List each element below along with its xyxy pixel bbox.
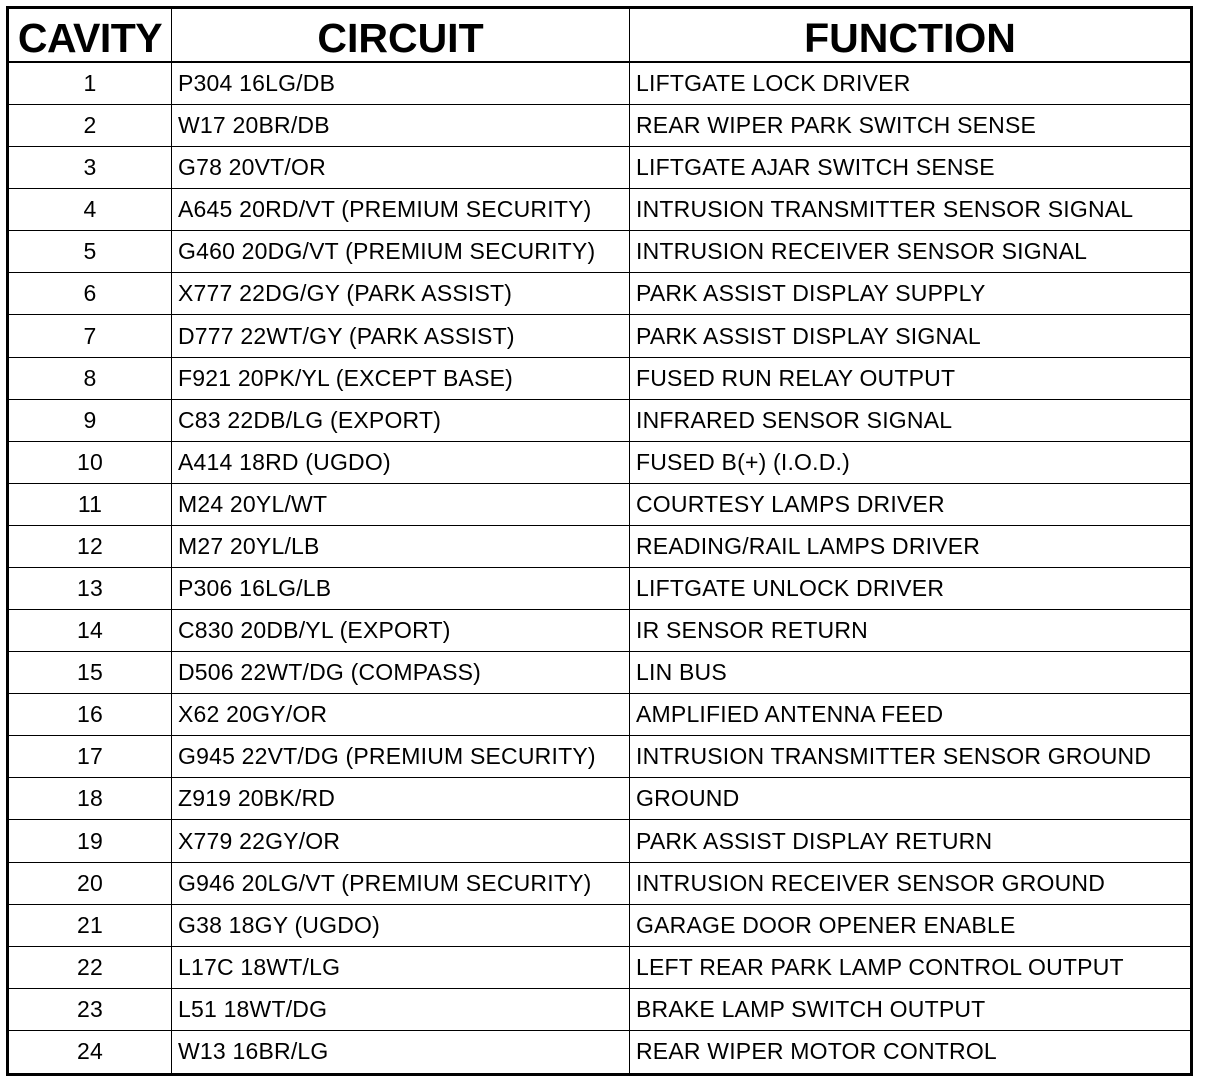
cell-function: LIFTGATE LOCK DRIVER	[630, 63, 1190, 105]
cell-cavity: 22	[9, 947, 172, 989]
cell-function: PARK ASSIST DISPLAY SUPPLY	[630, 273, 1190, 315]
cell-circuit: P306 16LG/LB	[172, 568, 630, 610]
cell-cavity: 7	[9, 315, 172, 357]
cell-function: PARK ASSIST DISPLAY RETURN	[630, 820, 1190, 862]
cell-circuit: C83 22DB/LG (EXPORT)	[172, 400, 630, 442]
cell-cavity: 6	[9, 273, 172, 315]
cell-circuit: G38 18GY (UGDO)	[172, 905, 630, 947]
cell-cavity: 14	[9, 610, 172, 652]
cell-circuit: M27 20YL/LB	[172, 526, 630, 568]
cell-cavity: 4	[9, 189, 172, 231]
cell-circuit: L51 18WT/DG	[172, 989, 630, 1031]
cell-function: INTRUSION RECEIVER SENSOR GROUND	[630, 863, 1190, 905]
cell-circuit: F921 20PK/YL (EXCEPT BASE)	[172, 358, 630, 400]
cell-circuit: W13 16BR/LG	[172, 1031, 630, 1073]
cell-function: GROUND	[630, 778, 1190, 820]
cell-function: LEFT REAR PARK LAMP CONTROL OUTPUT	[630, 947, 1190, 989]
cell-circuit: G946 20LG/VT (PREMIUM SECURITY)	[172, 863, 630, 905]
header-cavity: CAVITY	[9, 9, 172, 63]
cell-circuit: G78 20VT/OR	[172, 147, 630, 189]
cell-cavity: 16	[9, 694, 172, 736]
cell-circuit: L17C 18WT/LG	[172, 947, 630, 989]
cell-circuit: D506 22WT/DG (COMPASS)	[172, 652, 630, 694]
cell-cavity: 11	[9, 484, 172, 526]
cell-cavity: 12	[9, 526, 172, 568]
cell-cavity: 2	[9, 105, 172, 147]
cell-cavity: 18	[9, 778, 172, 820]
cell-cavity: 21	[9, 905, 172, 947]
cell-circuit: G460 20DG/VT (PREMIUM SECURITY)	[172, 231, 630, 273]
cell-circuit: D777 22WT/GY (PARK ASSIST)	[172, 315, 630, 357]
cell-cavity: 17	[9, 736, 172, 778]
cell-circuit: X779 22GY/OR	[172, 820, 630, 862]
header-circuit: CIRCUIT	[172, 9, 630, 63]
cell-circuit: C830 20DB/YL (EXPORT)	[172, 610, 630, 652]
cell-circuit: A414 18RD (UGDO)	[172, 442, 630, 484]
cell-circuit: A645 20RD/VT (PREMIUM SECURITY)	[172, 189, 630, 231]
cell-function: FUSED RUN RELAY OUTPUT	[630, 358, 1190, 400]
cell-circuit: X777 22DG/GY (PARK ASSIST)	[172, 273, 630, 315]
cell-function: IR SENSOR RETURN	[630, 610, 1190, 652]
cell-cavity: 13	[9, 568, 172, 610]
header-function: FUNCTION	[630, 9, 1190, 63]
cell-circuit: Z919 20BK/RD	[172, 778, 630, 820]
cell-function: INFRARED SENSOR SIGNAL	[630, 400, 1190, 442]
cell-function: REAR WIPER MOTOR CONTROL	[636, 1038, 997, 1065]
connector-pinout-table	[6, 6, 1193, 1076]
cell-function: REAR WIPER PARK SWITCH SENSE	[630, 105, 1190, 147]
cell-cavity: 20	[9, 863, 172, 905]
cell-function: FUSED B(+) (I.O.D.)	[630, 442, 1190, 484]
cell-function: INTRUSION TRANSMITTER SENSOR SIGNAL	[630, 189, 1190, 231]
cell-circuit: X62 20GY/OR	[172, 694, 630, 736]
cell-cavity: 23	[9, 989, 172, 1031]
cell-cavity: 1	[9, 63, 172, 105]
cell-cavity: 10	[9, 442, 172, 484]
cell-function: READING/RAIL LAMPS DRIVER	[630, 526, 1190, 568]
cell-function: INTRUSION RECEIVER SENSOR SIGNAL	[630, 231, 1190, 273]
cell-function: AMPLIFIED ANTENNA FEED	[630, 694, 1190, 736]
cell-cavity: 15	[9, 652, 172, 694]
cell-cavity: 19	[9, 820, 172, 862]
cell-function: LIFTGATE AJAR SWITCH SENSE	[630, 147, 1190, 189]
cell-circuit: M24 20YL/WT	[172, 484, 630, 526]
cell-circuit: P304 16LG/DB	[172, 63, 630, 105]
cell-cavity: 9	[9, 400, 172, 442]
cell-cavity: 3	[9, 147, 172, 189]
cell-function: BRAKE LAMP SWITCH OUTPUT	[630, 989, 1190, 1031]
cell-function: LIFTGATE UNLOCK DRIVER	[630, 568, 1190, 610]
cell-cavity: 5	[9, 231, 172, 273]
cell-function: INTRUSION TRANSMITTER SENSOR GROUND	[630, 736, 1190, 778]
cell-function: LIN BUS	[630, 652, 1190, 694]
cell-function: PARK ASSIST DISPLAY SIGNAL	[630, 315, 1190, 357]
cell-circuit: W17 20BR/DB	[172, 105, 630, 147]
cell-function: COURTESY LAMPS DRIVER	[630, 484, 1190, 526]
cell-cavity: 8	[9, 358, 172, 400]
cell-cavity: 24	[9, 1031, 172, 1073]
cell-function: GARAGE DOOR OPENER ENABLE	[630, 905, 1190, 947]
cell-circuit: G945 22VT/DG (PREMIUM SECURITY)	[172, 736, 630, 778]
